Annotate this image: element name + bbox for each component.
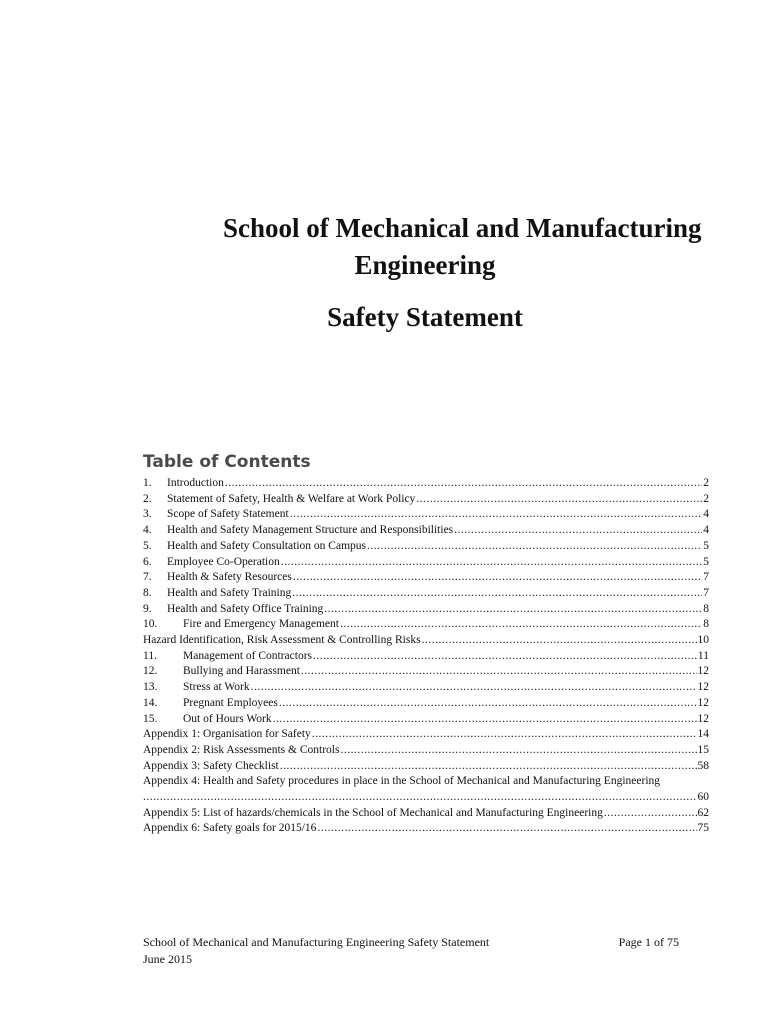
toc-entry[interactable] bbox=[143, 523, 709, 539]
toc-entry-title: Management of Contractors bbox=[183, 649, 313, 662]
toc-entry-number: 8. bbox=[143, 586, 152, 599]
toc-entry-number: 15. bbox=[143, 712, 158, 725]
toc-entry-title: Introduction bbox=[167, 477, 224, 489]
toc-entry-number: 7. bbox=[143, 571, 152, 584]
toc-entry[interactable] bbox=[143, 633, 709, 649]
toc-entry-title: Appendix 2: Risk Assessments & Controls bbox=[143, 743, 340, 756]
toc-entry-title: Stress at Work bbox=[183, 681, 250, 694]
toc-dot-leader bbox=[301, 664, 697, 680]
title-line-2: Engineering bbox=[354, 250, 496, 280]
toc-entry-page: 12 bbox=[697, 712, 709, 725]
toc-dot-leader bbox=[454, 523, 702, 539]
toc-entry[interactable] bbox=[143, 586, 709, 602]
toc-entry-page: 12 bbox=[697, 665, 709, 678]
toc-entry-page: 8 bbox=[703, 602, 709, 615]
toc-entry-page: 15 bbox=[697, 743, 709, 756]
toc-entry[interactable] bbox=[143, 507, 709, 523]
table-of-contents bbox=[143, 476, 709, 837]
toc-entry-page: 5 bbox=[703, 539, 709, 552]
toc-entry-number: 3. bbox=[143, 508, 152, 521]
toc-dot-leader bbox=[279, 696, 697, 712]
toc-entry[interactable] bbox=[143, 555, 709, 571]
footer-date: June 2015 bbox=[143, 952, 192, 966]
toc-entry[interactable] bbox=[143, 617, 709, 633]
toc-entry-page: 4 bbox=[703, 508, 709, 521]
toc-entry[interactable] bbox=[143, 570, 709, 586]
toc-entry-page: 62 bbox=[697, 806, 709, 819]
toc-entry-number: 10. bbox=[143, 618, 158, 631]
toc-dot-leader bbox=[340, 743, 696, 759]
toc-entry[interactable] bbox=[143, 680, 709, 696]
toc-dot-leader bbox=[367, 539, 702, 555]
toc-entry-number: 6. bbox=[143, 555, 152, 568]
toc-dot-leader bbox=[225, 476, 702, 492]
toc-entry[interactable] bbox=[143, 539, 709, 555]
toc-entry-title: Health and Safety Management Structure and Responsibilities bbox=[167, 524, 454, 537]
toc-entry-title: Bullying and Harassment bbox=[183, 665, 300, 678]
document-title bbox=[0, 212, 770, 282]
footer-doc-name: School of Mechanical and Manufacturing Engineering Safety Statement bbox=[143, 935, 490, 949]
toc-entry-page: 60 bbox=[697, 791, 709, 804]
title-line-1: School of Mechanical and Manufacturing bbox=[223, 213, 702, 243]
toc-entry-title: Appendix 4: Health and Safety procedures in place in the School of Mechanical and Manufacturing Engineering bbox=[143, 775, 661, 788]
toc-entry-page: 7 bbox=[703, 571, 709, 584]
toc-entry-page: 10 bbox=[697, 634, 709, 647]
toc-entry-page: 2 bbox=[703, 492, 709, 505]
toc-dot-leader bbox=[273, 712, 697, 728]
toc-entry-title: Out of Hours Work bbox=[183, 712, 272, 725]
toc-entry-number: 9. bbox=[143, 602, 152, 615]
toc-entry-title: Health and Safety Training bbox=[167, 586, 292, 599]
toc-entry-title: Health and Safety Consultation on Campus bbox=[167, 539, 366, 552]
toc-entry-title: Employee Co-Operation bbox=[167, 555, 280, 568]
toc-entry[interactable] bbox=[143, 806, 709, 822]
toc-dot-leader bbox=[292, 586, 702, 602]
toc-entry-number: 1. bbox=[143, 477, 152, 489]
toc-dot-leader bbox=[422, 633, 697, 649]
toc-entry-page: 12 bbox=[697, 696, 709, 709]
toc-entry-title: Scope of Safety Statement bbox=[167, 508, 289, 521]
toc-entry-page: 75 bbox=[697, 822, 709, 835]
toc-entry-page: 7 bbox=[703, 586, 709, 599]
toc-entry-page: 12 bbox=[697, 681, 709, 694]
toc-dot-leader bbox=[416, 492, 702, 508]
toc-entry[interactable] bbox=[143, 743, 709, 759]
footer-page-number: Page 1 of 75 bbox=[618, 935, 679, 949]
toc-entry-number: 13. bbox=[143, 681, 158, 694]
toc-entry-title: Appendix 5: List of hazards/chemicals in the School of Mechanical and Manufacturing Engineering bbox=[143, 806, 603, 819]
toc-dot-leader bbox=[281, 555, 703, 571]
toc-entry-number: 14. bbox=[143, 696, 158, 709]
toc-entry-title: Appendix 6: Safety goals for 2015/16 bbox=[143, 822, 317, 835]
toc-entry[interactable] bbox=[143, 759, 709, 775]
toc-dot-leader bbox=[324, 602, 702, 618]
toc-dot-leader bbox=[604, 806, 697, 822]
toc-entry-title: Health and Safety Office Training bbox=[167, 602, 324, 615]
toc-entry[interactable] bbox=[143, 821, 709, 837]
toc-entry-title: Appendix 3: Safety Checklist bbox=[143, 759, 279, 772]
toc-entry-number: 2. bbox=[143, 492, 152, 505]
toc-entry-title: Appendix 1: Organisation for Safety bbox=[143, 728, 311, 741]
toc-dot-leader bbox=[317, 821, 696, 837]
toc-entry[interactable] bbox=[143, 492, 709, 508]
toc-entry-title: Pregnant Employees bbox=[183, 696, 278, 709]
toc-entry[interactable] bbox=[143, 476, 709, 492]
toc-entry[interactable] bbox=[143, 649, 709, 665]
toc-dot-leader bbox=[280, 759, 697, 775]
toc-dot-leader bbox=[340, 617, 702, 633]
toc-entry-number: 4. bbox=[143, 524, 152, 537]
toc-entry-page: 5 bbox=[703, 555, 709, 568]
toc-heading: Table of Contents bbox=[143, 452, 311, 472]
toc-entry-page: 11 bbox=[697, 649, 709, 662]
toc-entry-number: 5. bbox=[143, 539, 152, 552]
toc-entry[interactable] bbox=[143, 664, 709, 680]
toc-entry[interactable] bbox=[143, 696, 709, 712]
toc-dot-leader bbox=[313, 649, 697, 665]
toc-entry[interactable] bbox=[143, 774, 709, 805]
toc-entry-page: 14 bbox=[697, 728, 709, 741]
toc-dot-leader bbox=[251, 680, 697, 696]
toc-entry-page: 58 bbox=[697, 759, 709, 772]
toc-entry[interactable] bbox=[143, 602, 709, 618]
toc-entry[interactable] bbox=[143, 727, 709, 743]
page-footer bbox=[143, 934, 709, 968]
toc-dot-leader bbox=[312, 727, 697, 743]
toc-dot-leader bbox=[143, 790, 697, 806]
toc-entry-page: 8 bbox=[703, 618, 709, 631]
toc-dot-leader bbox=[290, 507, 703, 523]
toc-entry-title: Statement of Safety, Health & Welfare at Work Policy bbox=[167, 492, 416, 505]
toc-entry-page: 2 bbox=[703, 477, 709, 489]
toc-entry[interactable] bbox=[143, 712, 709, 728]
toc-dot-leader bbox=[293, 570, 702, 586]
toc-entry-title: Health & Safety Resources bbox=[167, 571, 292, 584]
toc-entry-number: 12. bbox=[143, 665, 158, 678]
toc-entry-number: 11. bbox=[143, 649, 157, 662]
toc-entry-title: Fire and Emergency Management bbox=[183, 618, 339, 631]
toc-entry-page: 4 bbox=[703, 524, 709, 537]
toc-entry-title: Hazard Identification, Risk Assessment & Controlling Risks bbox=[143, 634, 421, 647]
document-subtitle: Safety Statement bbox=[327, 302, 523, 332]
